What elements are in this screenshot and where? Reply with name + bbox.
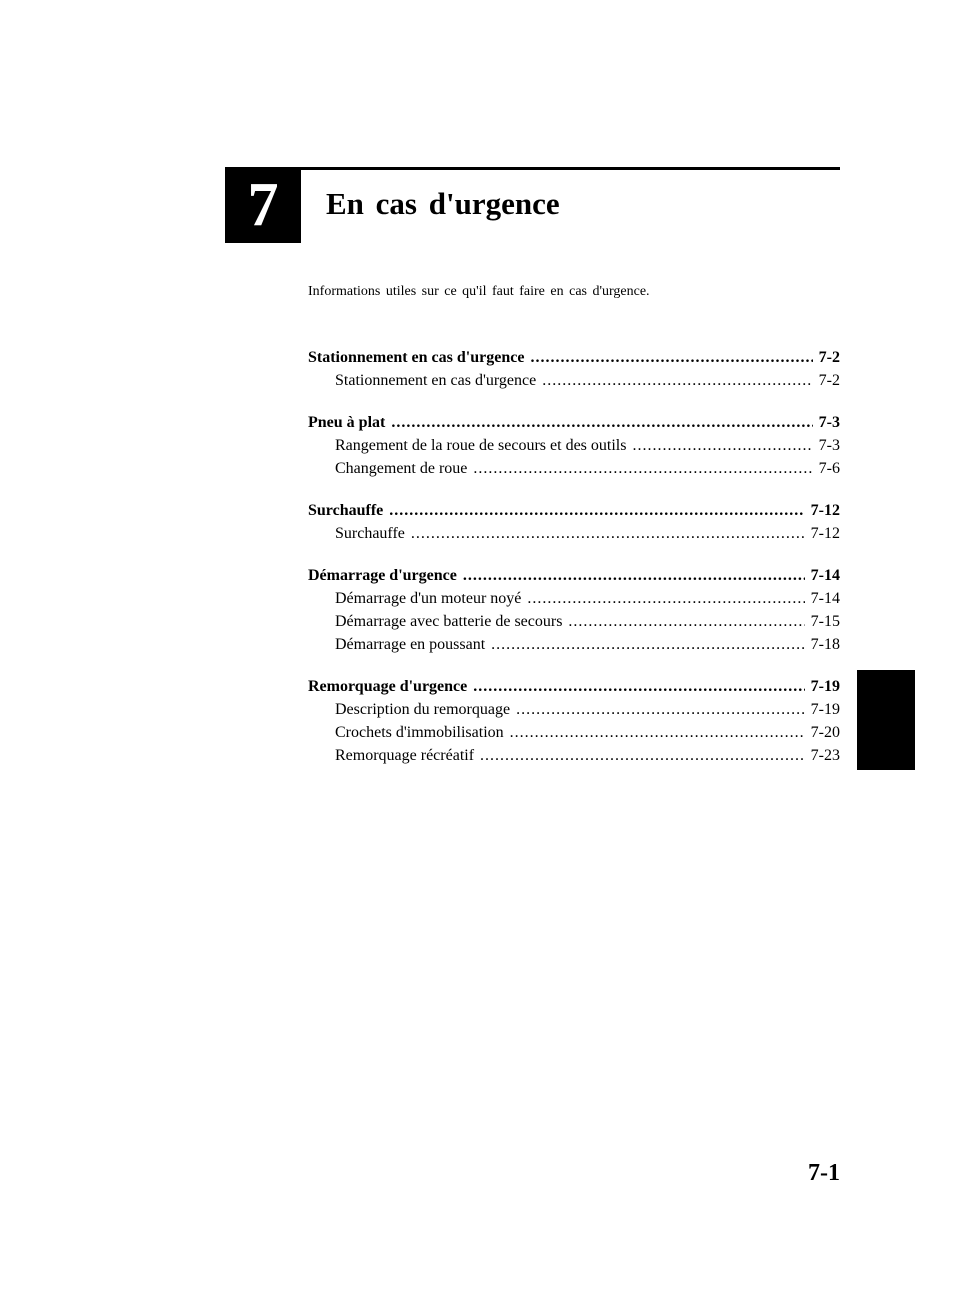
toc-entry-title: Remorquage d'urgence <box>308 678 468 695</box>
toc-leader-dots <box>491 633 805 656</box>
chapter-number: 7 <box>247 171 279 239</box>
toc-subentry[interactable] <box>308 633 840 656</box>
toc-subentry-page: 7-6 <box>818 460 840 477</box>
toc-subentry-page: 7-20 <box>810 724 840 741</box>
toc-subentry-title: Rangement de la roue de secours et des outils <box>335 437 627 454</box>
toc-subentry-title: Remorquage récréatif <box>335 747 475 764</box>
toc-subentry-title: Démarrage d'un moteur noyé <box>335 590 522 607</box>
toc-entry[interactable] <box>308 499 840 522</box>
chapter-intro: Informations utiles sur ce qu'il faut faire en cas d'urgence. <box>308 284 650 299</box>
toc-subentry-title: Crochets d'immobilisation <box>335 724 504 741</box>
toc-subentry-page: 7-2 <box>818 372 840 389</box>
toc-section-demarrage <box>308 564 840 656</box>
toc-subentry-title: Stationnement en cas d'urgence <box>335 372 537 389</box>
toc-leader-dots <box>391 411 812 434</box>
toc-leader-dots <box>480 744 805 767</box>
toc-subentry-page: 7-14 <box>810 590 840 607</box>
toc-entry-title: Stationnement en cas d'urgence <box>308 349 525 366</box>
toc-leader-dots <box>516 698 805 721</box>
toc-subentry[interactable] <box>308 522 840 545</box>
table-of-contents <box>308 346 840 786</box>
toc-subentry-page: 7-12 <box>810 525 840 542</box>
toc-entry-page: 7-2 <box>818 349 840 366</box>
toc-subentry[interactable] <box>308 744 840 767</box>
toc-entry[interactable] <box>308 675 840 698</box>
chapter-header-rule <box>301 167 840 170</box>
toc-section-stationnement <box>308 346 840 392</box>
toc-entry-page: 7-14 <box>810 567 840 584</box>
toc-leader-dots <box>411 522 805 545</box>
toc-leader-dots <box>542 369 812 392</box>
toc-entry[interactable] <box>308 411 840 434</box>
toc-subentry-title: Description du remorquage <box>335 701 511 718</box>
chapter-thumb-tab <box>857 670 915 770</box>
toc-subentry[interactable] <box>308 698 840 721</box>
toc-subentry[interactable] <box>308 369 840 392</box>
page-number: 7-1 <box>808 1160 840 1186</box>
toc-subentry-page: 7-3 <box>818 437 840 454</box>
toc-section-pneu <box>308 411 840 480</box>
toc-entry-title: Pneu à plat <box>308 414 386 431</box>
toc-subentry[interactable] <box>308 721 840 744</box>
toc-subentry[interactable] <box>308 610 840 633</box>
toc-subentry[interactable] <box>308 434 840 457</box>
toc-leader-dots <box>389 499 804 522</box>
toc-leader-dots <box>568 610 804 633</box>
chapter-number-box <box>225 167 301 243</box>
toc-leader-dots <box>473 457 812 480</box>
toc-leader-dots <box>510 721 805 744</box>
toc-subentry-title: Surchauffe <box>335 525 405 542</box>
toc-entry[interactable] <box>308 346 840 369</box>
toc-leader-dots <box>463 564 805 587</box>
toc-entry-title: Démarrage d'urgence <box>308 567 457 584</box>
toc-leader-dots <box>473 675 804 698</box>
toc-entry[interactable] <box>308 564 840 587</box>
toc-leader-dots <box>632 434 812 457</box>
toc-subentry-title: Démarrage avec batterie de secours <box>335 613 563 630</box>
chapter-title: En cas d'urgence <box>326 186 560 221</box>
toc-subentry-page: 7-15 <box>810 613 840 630</box>
toc-subentry[interactable] <box>308 587 840 610</box>
toc-subentry-page: 7-19 <box>810 701 840 718</box>
toc-subentry[interactable] <box>308 457 840 480</box>
toc-leader-dots <box>530 346 812 369</box>
toc-leader-dots <box>527 587 804 610</box>
toc-subentry-title: Démarrage en poussant <box>335 636 486 653</box>
toc-entry-title: Surchauffe <box>308 502 384 519</box>
toc-entry-page: 7-12 <box>810 502 840 519</box>
toc-section-surchauffe <box>308 499 840 545</box>
toc-subentry-page: 7-23 <box>810 747 840 764</box>
toc-entry-page: 7-19 <box>810 678 840 695</box>
toc-subentry-title: Changement de roue <box>335 460 468 477</box>
toc-subentry-page: 7-18 <box>810 636 840 653</box>
toc-entry-page: 7-3 <box>818 414 840 431</box>
toc-section-remorquage <box>308 675 840 767</box>
